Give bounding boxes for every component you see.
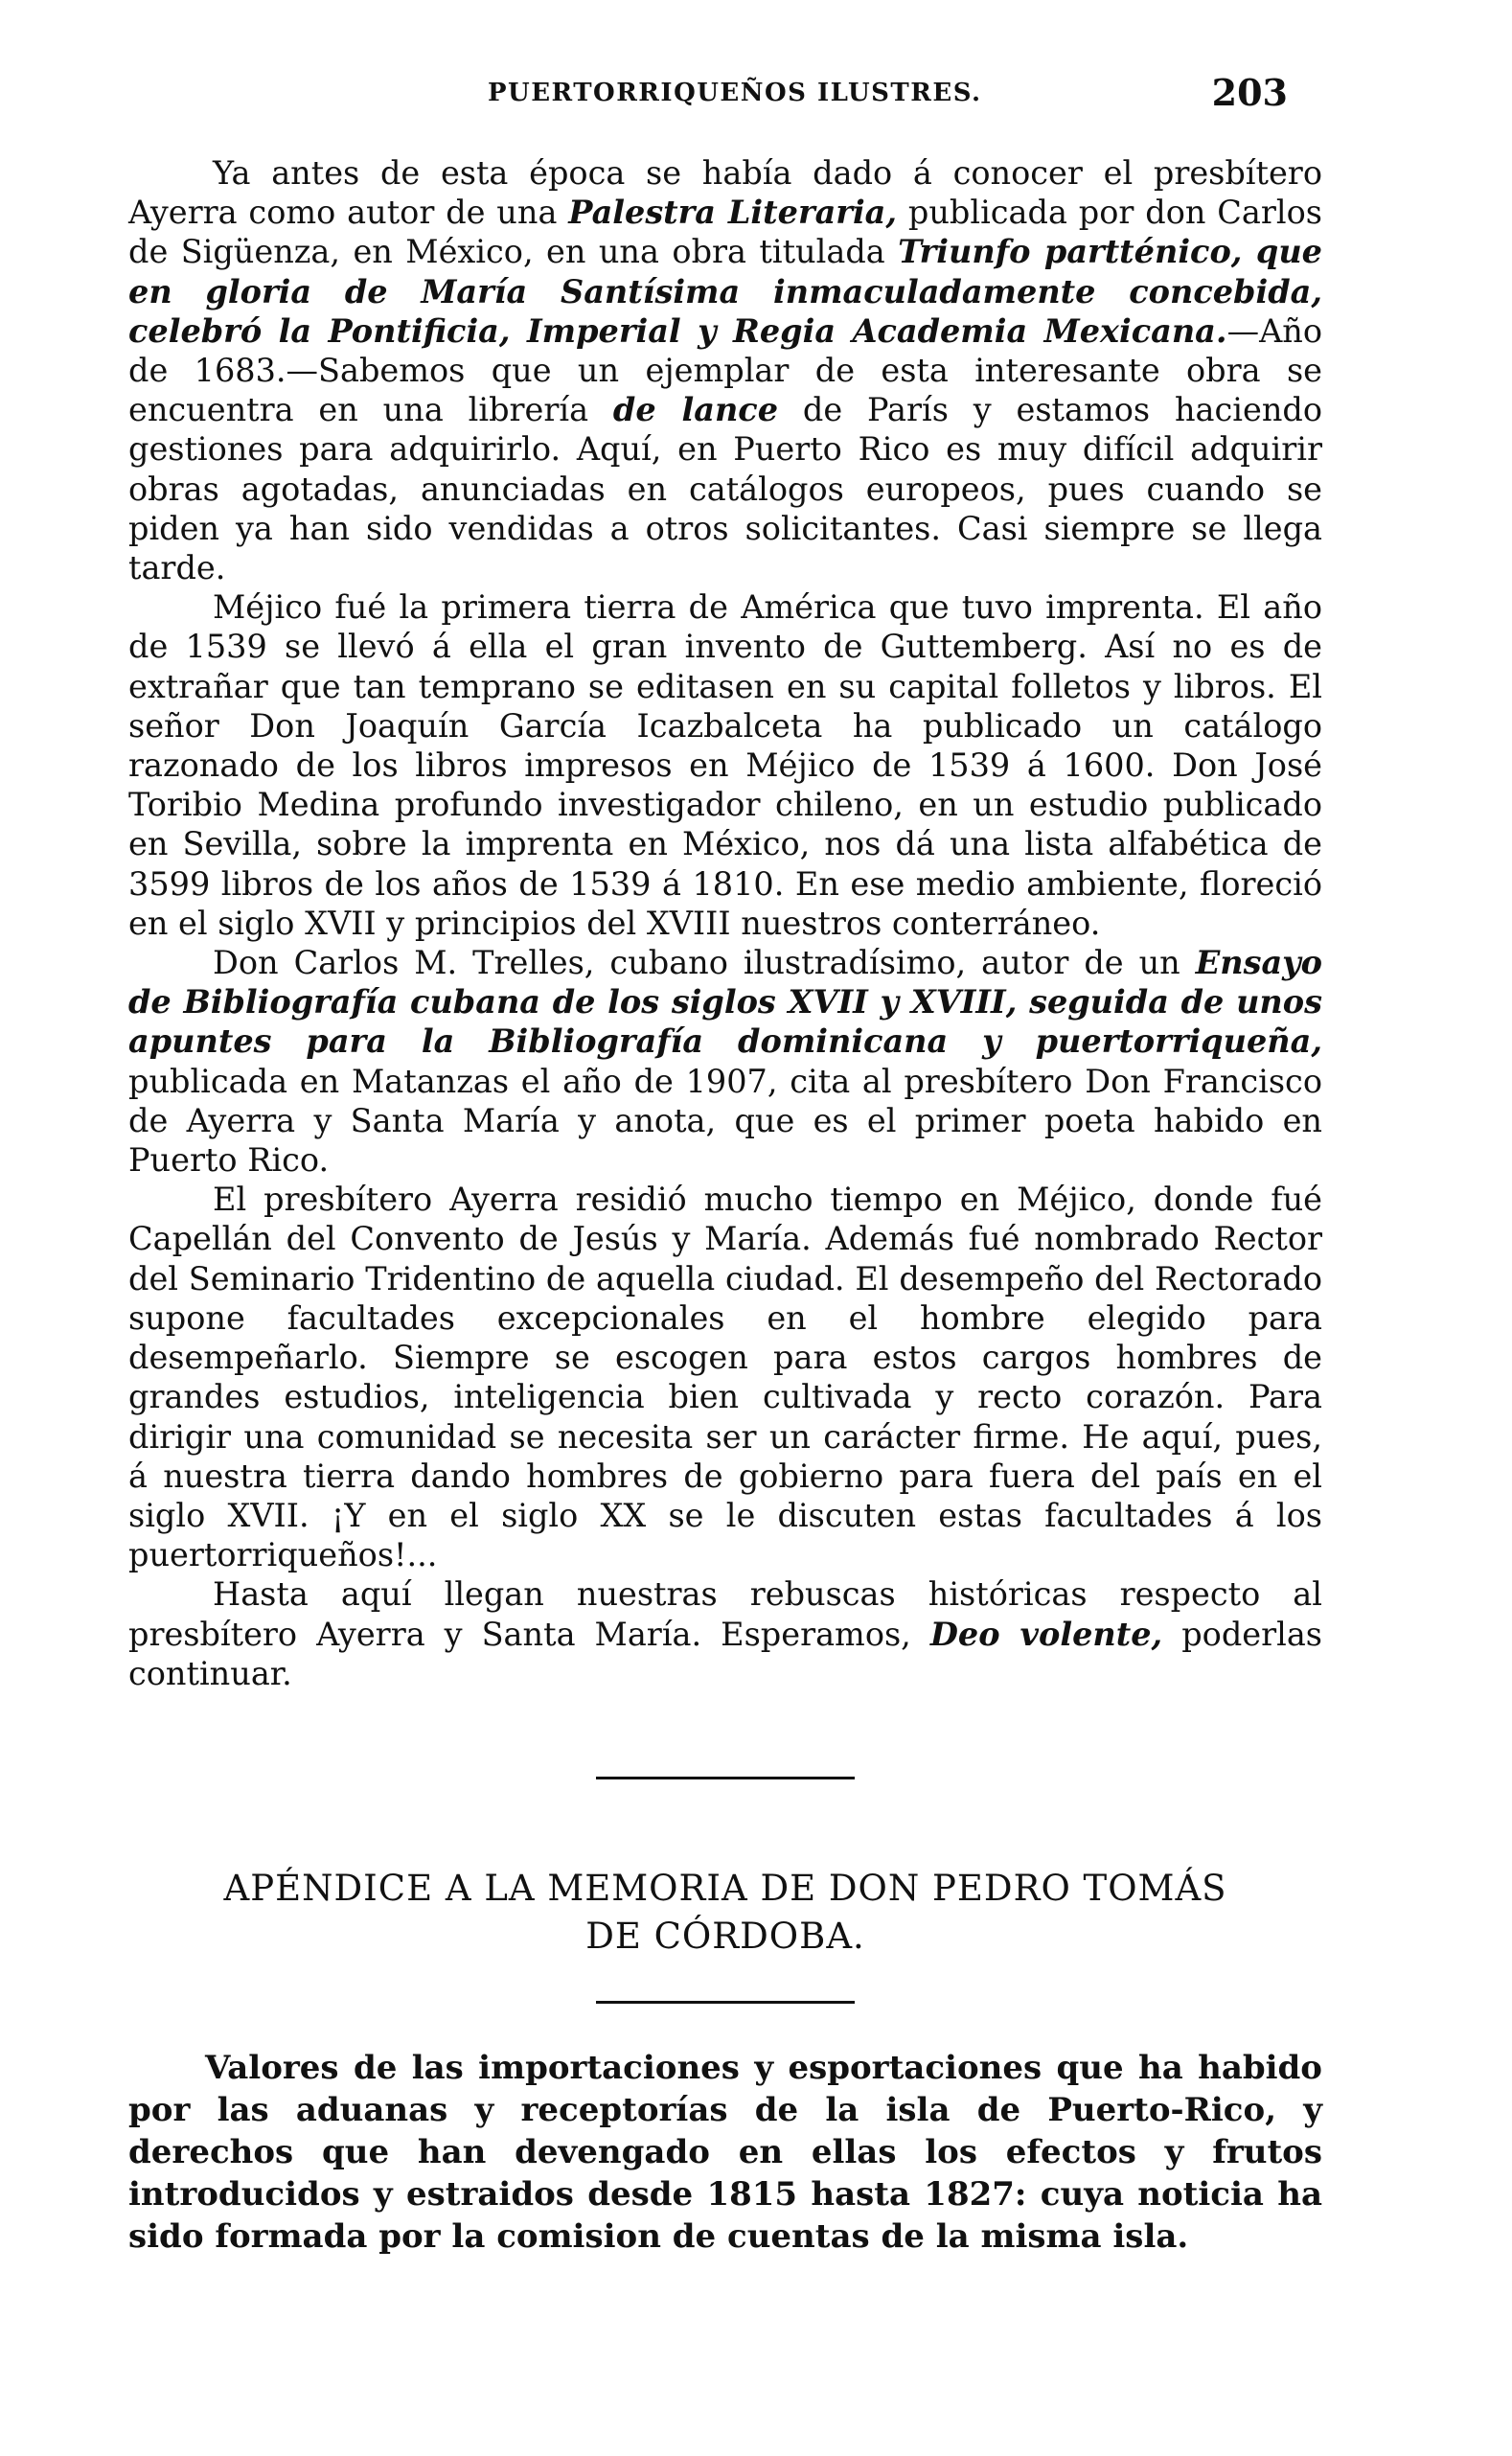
text-run: El presbítero Ayerra residió mucho tiempo en Méjico, donde fué Capellán del Convento de Jesús y María. Además fué nombrado Rector del Seminario Tridentino de aquella ciudad. El desempeño del Rectorado supone facultades excepcionales en el hombre elegido para desempeñarlo. Siempre se escogen para estos cargos hombres de grandes estudios, inteligencia bien cultivada y recto corazón. Para dirigir una comunidad se necesita ser un carácter firme. He aquí, pues, á nuestra tierra dando hombres de gobierno para fuera del país en el siglo XVII. ¡Y en el siglo XX se le discuten estas facultades á los puertorriqueños!... [128, 1181, 1322, 1574]
text-run: Don Carlos M. Trelles, cubano ilustradísimo, autor de un [213, 944, 1196, 982]
text-run: Méjico fué la primera tierra de América que tuvo imprenta. El año de 1539 se llevó á ella el gran invento de Guttemberg. Así no es de extrañar que tan temprano se editasen en su capital folletos y libros. El señor Don Joaquín García Icazbalceta ha publicado un catálogo razonado de los libros impresos en Méjico de 1539 á 1600. Don José Toribio Medina profundo investigador chileno, en un estudio publicado en Sevilla, sobre la imprenta en México, nos dá una lista alfabética de 3599 libros de los años de 1539 á 1810. En ese medio ambiente, floreció en el siglo XVII y principios del XVIII nuestros conterráneo. [128, 588, 1322, 942]
body-paragraph [128, 943, 1322, 1180]
text-run: Ya antes de esta época se había dado á conocer el presbítero Ayerra como autor de una [128, 154, 1322, 232]
italic-run: de lance [612, 391, 779, 429]
italic-run: Palestra Literaria, [568, 194, 898, 232]
page-number: 203 [1211, 71, 1288, 114]
body-paragraph [128, 1180, 1322, 1574]
section-divider-bottom [596, 2001, 855, 2004]
running-header [128, 71, 1288, 119]
text-run: Hasta aquí llegan nuestras rebuscas históricas respecto al presbítero Ayerra y Santa María. Esperamos, [128, 1575, 1322, 1653]
italic-run: Ensayo de Bibliografía cubana de los siglos XVII y XVIII, seguida de unos apuntes para la Bibliografía dominicana y puertorriqueña, [128, 944, 1322, 1061]
italic-run: Deo volente, [929, 1615, 1163, 1653]
body-text [128, 153, 1322, 1693]
running-title: PUERTORRIQUEÑOS ILUSTRES. [488, 79, 982, 107]
appendix-intro [128, 2047, 1322, 2258]
body-paragraph [128, 153, 1322, 587]
body-paragraph [128, 587, 1322, 943]
text-run: —Año de 1683.—Sabemos que un ejemplar de esta interesante obra se encuentra en una librería [128, 311, 1322, 429]
italic-run: Triunfo partténico, que en gloria de María Santísima inmaculadamente concebida, celebró la Pontificia, Imperial y Regia Academia Mexicana. [128, 233, 1322, 350]
text-run: publicada en Matanzas el año de 1907, cita al presbítero Don Francisco de Ayerra y Santa María y anota, que es el primer poeta habido en Puerto Rico. [128, 1062, 1322, 1180]
section-divider-top [596, 1777, 855, 1779]
body-paragraph [128, 1574, 1322, 1693]
appendix-heading-line1: APÉNDICE A LA MEMORIA DE DON PEDRO TOMÁS [223, 1868, 1227, 1909]
appendix-intro-paragraph: Valores de las importaciones y esportaciones que ha habido por las aduanas y receptorías de la isla de Puerto-Rico, y derechos que han devengado en ellas los efectos y frutos introducidos y estraidos desde 1815 hasta 1827: cuya noticia ha sido formada por la comision de cuentas de la misma isla. [128, 2049, 1322, 2256]
appendix-heading-line2: DE CÓRDOBA. [585, 1916, 865, 1957]
text-run: de París y estamos haciendo gestiones para adquirirlo. Aquí, en Puerto Rico es muy difícil adquirir obras agotadas, anunciadas en catálogos europeos, pues cuando se piden ya han sido vendidas a otros solicitantes. Casi siempre se llega tarde. [128, 391, 1323, 587]
text-run: publicada por don Carlos de Sigüenza, en México, en una obra titulada [128, 194, 1322, 271]
text-run: poderlas continuar. [128, 1615, 1322, 1692]
